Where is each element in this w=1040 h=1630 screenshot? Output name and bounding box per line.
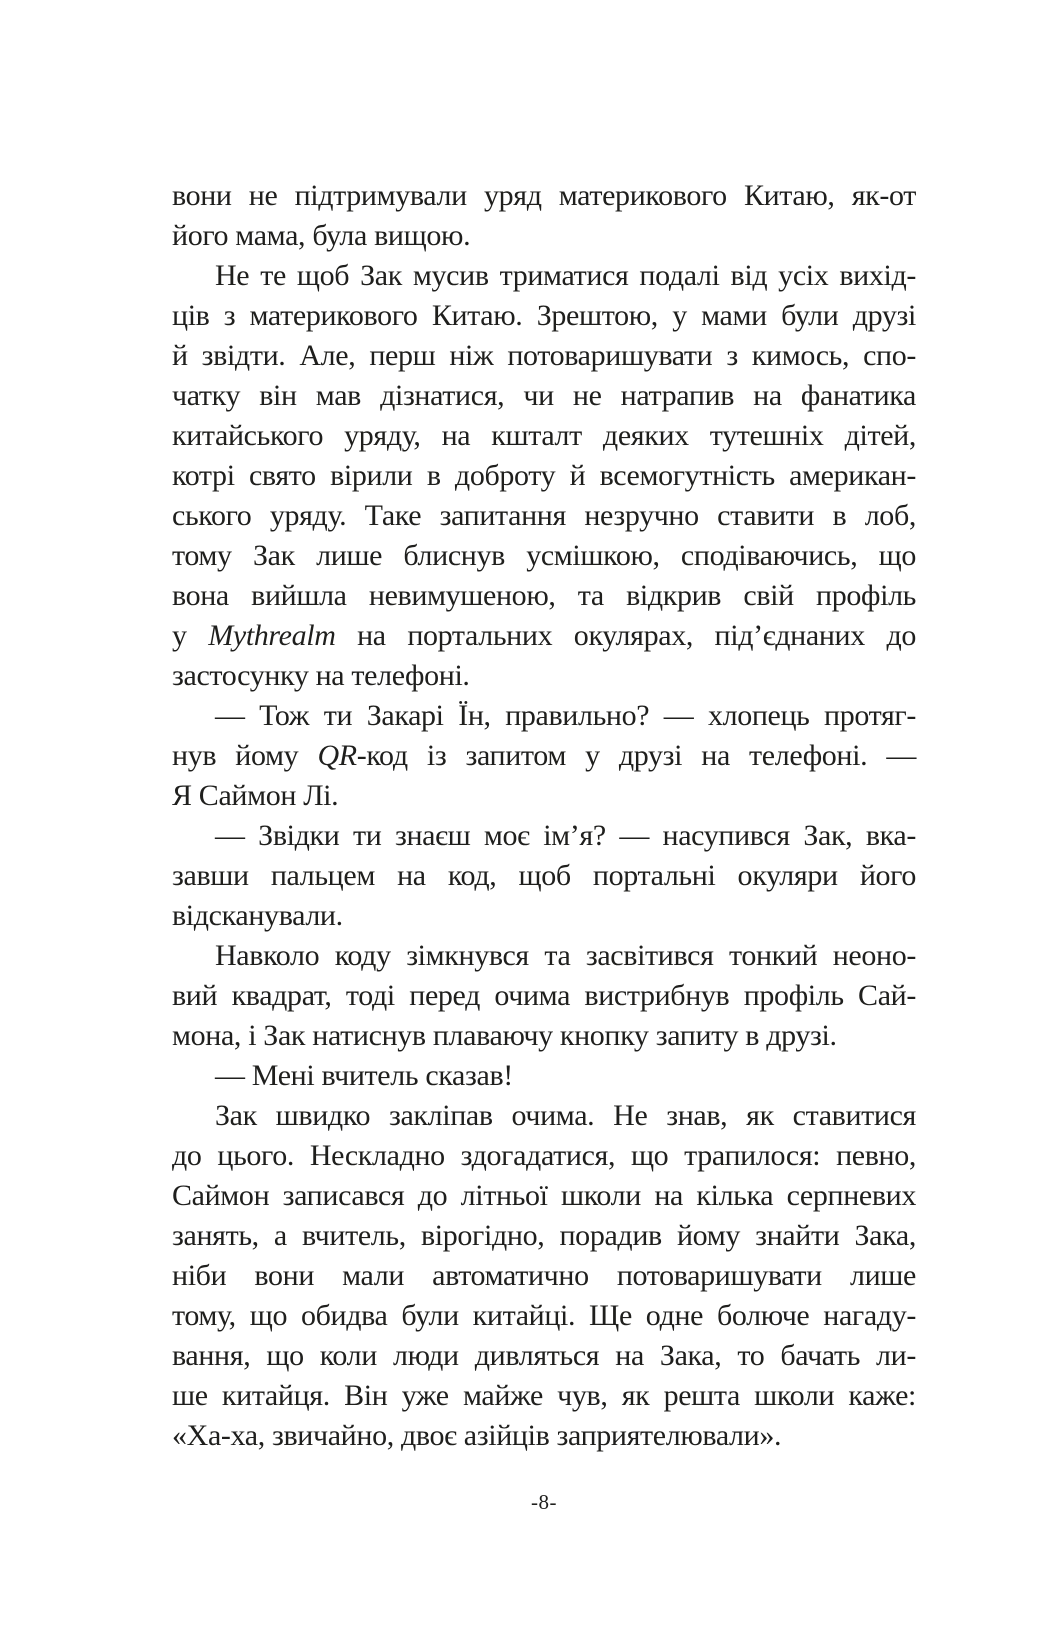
text-line xyxy=(172,856,916,896)
text-line xyxy=(172,616,916,656)
text-run: у xyxy=(172,619,209,652)
text-run: ше китайця. Він уже майже чув, як решта школи каже: xyxy=(172,1379,916,1412)
italic-run: QR xyxy=(317,739,357,772)
text-line xyxy=(172,1296,916,1336)
text-line xyxy=(172,256,916,296)
text-run: Не те щоб Зак мусив триматися подалі від усіх вихід- xyxy=(215,259,916,292)
text-run: ського уряду. Таке запитання незручно ставити в лоб, xyxy=(172,499,916,532)
text-run: ніби вони мали автоматично потоваришувати лише xyxy=(172,1259,916,1292)
text-line xyxy=(172,736,916,776)
text-run: вона вийшла невимушеною, та відкрив свій профіль xyxy=(172,579,916,612)
text-line xyxy=(172,1416,916,1456)
text-run: вання, що коли люди дивляться на Зака, то бачать ли- xyxy=(172,1339,916,1372)
text-run: нув йому xyxy=(172,739,318,772)
text-line xyxy=(172,1176,916,1216)
text-line xyxy=(172,776,916,816)
text-line xyxy=(172,896,916,936)
text-run: мона, і Зак натиснув плаваючу кнопку запиту в друзі. xyxy=(172,1019,837,1052)
text-line xyxy=(172,1376,916,1416)
text-line xyxy=(172,1016,916,1056)
text-run: китайського уряду, на кшталт деяких тутешніх дітей, xyxy=(172,419,916,452)
text-run: й звідти. Але, перш ніж потоваришувати з кимось, спо- xyxy=(172,339,916,372)
text-run: — Тож ти Закарі Їн, правильно? — хлопець протяг- xyxy=(215,699,916,732)
text-run: Я Саймон Лі. xyxy=(172,779,339,812)
text-run: Навколо коду зімкнувся та засвітився тонкий неоно- xyxy=(215,939,916,972)
text-line xyxy=(172,816,916,856)
text-run: тому Зак лише блиснув усмішкою, сподіваючись, що xyxy=(172,539,916,572)
text-line xyxy=(172,176,916,216)
text-line xyxy=(172,416,916,456)
text-run: — Звідки ти знаєш моє ім’я? — насупився Зак, вка- xyxy=(215,819,916,852)
text-run: Саймон записався до літньої школи на кілька серпневих xyxy=(172,1179,916,1212)
text-line xyxy=(172,696,916,736)
italic-run: Mythrealm xyxy=(208,619,336,652)
text-line xyxy=(172,576,916,616)
text-line xyxy=(172,216,916,256)
body-text xyxy=(172,176,916,1456)
text-run: занять, а вчитель, вірогідно, порадив йому знайти Зака, xyxy=(172,1219,916,1252)
text-run: вий квадрат, тоді перед очима вистрибнув профіль Сай- xyxy=(172,979,916,1012)
text-run: вони не підтримували уряд материкового Китаю, як-от xyxy=(172,179,916,212)
text-line xyxy=(172,1256,916,1296)
text-line xyxy=(172,1216,916,1256)
text-line xyxy=(172,1336,916,1376)
text-run: чатку він мав дізнатися, чи не натрапив на фанатика xyxy=(172,379,916,412)
text-line xyxy=(172,1096,916,1136)
text-line xyxy=(172,496,916,536)
text-run: до цього. Нескладно здогадатися, що трапилося: певно, xyxy=(172,1139,916,1172)
text-run: на портальних окулярах, під’єднаних до xyxy=(335,619,916,652)
text-line xyxy=(172,296,916,336)
text-line xyxy=(172,456,916,496)
text-run: — Мені вчитель сказав! xyxy=(215,1059,513,1092)
text-run: завши пальцем на код, щоб портальні окуляри його xyxy=(172,859,916,892)
page-number: -8- xyxy=(531,1490,557,1514)
text-run: тому, що обидва були китайці. Ще одне болюче нагаду- xyxy=(172,1299,916,1332)
text-run: ців з материкового Китаю. Зрештою, у мами були друзі xyxy=(172,299,916,332)
text-line xyxy=(172,376,916,416)
text-run: відсканували. xyxy=(172,899,343,932)
text-run: котрі свято вірили в доброту й всемогутність американ- xyxy=(172,459,916,492)
text-line xyxy=(172,1056,916,1096)
page-footer xyxy=(172,1489,916,1515)
text-run: Зак швидко закліпав очима. Не знав, як ставитися xyxy=(215,1099,916,1132)
text-line xyxy=(172,536,916,576)
text-line xyxy=(172,336,916,376)
text-line xyxy=(172,1136,916,1176)
text-run: застосунку на телефоні. xyxy=(172,659,470,692)
text-run: -код із запитом у друзі на телефоні. — xyxy=(356,739,916,772)
text-run: його мама, була вищою. xyxy=(172,219,471,252)
text-run: «Ха-ха, звичайно, двоє азійців заприятелювали». xyxy=(172,1419,782,1452)
text-line xyxy=(172,936,916,976)
text-line xyxy=(172,976,916,1016)
text-line xyxy=(172,656,916,696)
